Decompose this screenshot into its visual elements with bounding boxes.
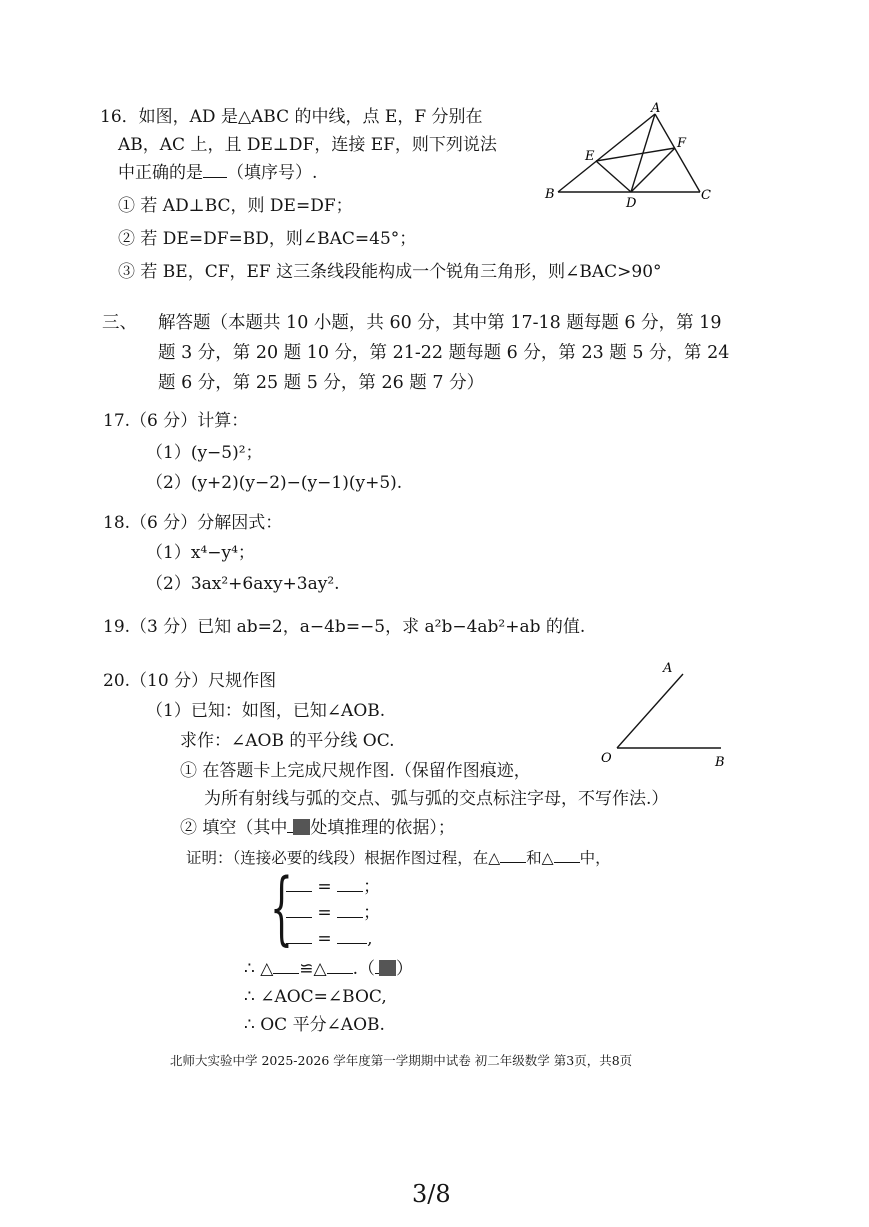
- segment-AC: [655, 114, 700, 192]
- q18-title: 18.（6 分）分解因式：: [103, 513, 283, 533]
- q18-part1: （1）x⁴−y⁴；: [146, 543, 255, 563]
- congruent-sign: ≌△: [299, 959, 327, 979]
- label-D: D: [626, 196, 637, 211]
- reason-close: ）: [396, 959, 414, 979]
- label-O: O: [601, 751, 612, 766]
- condition-blank: [337, 877, 363, 892]
- q16-line3-end: （填序号）.: [227, 163, 318, 183]
- condition-row-1: [286, 876, 380, 898]
- proof-intro-text: 证明：（连接必要的线段）根据作图过程，在△: [186, 849, 501, 867]
- congruent-blank-1: [273, 959, 299, 974]
- q16-line3: [118, 162, 317, 184]
- q20-known: （1）已知：如图，已知∠AOB.: [146, 701, 386, 721]
- semicolon: ；: [363, 903, 381, 923]
- label-A: A: [651, 101, 661, 116]
- comma: ,: [367, 929, 373, 949]
- q16-line3-text: 中正确的是: [118, 163, 203, 183]
- q20-proof-intro: [186, 847, 611, 869]
- therefore-angles-equal: ∴ ∠AOC=∠BOC,: [244, 987, 387, 1007]
- label-B: B: [545, 187, 555, 202]
- q20-step2: [180, 817, 455, 839]
- triangle-blank-2: [554, 848, 580, 863]
- q17-part1: （1）(y−5)²；: [146, 443, 263, 463]
- left-brace: {: [270, 861, 293, 954]
- equals-sign: =: [317, 929, 332, 949]
- section-number: 三、: [102, 313, 137, 333]
- q20-step2-text: ② 填空（其中: [180, 818, 288, 838]
- q20-step2-end: 处填推理的依据）；: [310, 818, 455, 838]
- proof-and: 和△: [526, 849, 554, 867]
- equals-sign: =: [317, 903, 332, 923]
- page-footer: 北师大实验中学 2025-2026 学年度第一学期期中试卷 初二年级数学 第3页，共8页: [170, 1053, 633, 1068]
- condition-blank: [286, 929, 312, 944]
- q16-triangle-figure: [540, 100, 720, 212]
- q18-part2: （2）3ax²+6axy+3ay².: [146, 574, 340, 594]
- answer-blank: [203, 163, 227, 178]
- therefore-bisector: ∴ OC 平分∠AOB.: [244, 1015, 385, 1035]
- section-heading-line3: 题 6 分，第 25 题 5 分，第 26 题 7 分）: [158, 373, 485, 393]
- condition-row-3: [286, 928, 372, 950]
- q20-angle-figure: [595, 656, 735, 768]
- filled-reason-box: [293, 819, 310, 835]
- label-C: C: [701, 188, 711, 203]
- q20-step1-line1: ① 在答题卡上完成尺规作图.（保留作图痕迹，: [180, 761, 531, 781]
- label-F: F: [677, 136, 687, 151]
- label-A: A: [663, 661, 673, 676]
- ray-OA: [617, 674, 683, 748]
- equals-sign: =: [317, 877, 332, 897]
- q16-line1: 16．如图，AD 是△ABC 的中线，点 E，F 分别在: [100, 107, 483, 127]
- triangle-blank-1: [500, 848, 526, 863]
- q16-option-3: ③ 若 BE，CF，EF 这三条线段能构成一个锐角三角形，则∠BAC>90°: [118, 262, 662, 282]
- segment-DE: [596, 161, 631, 192]
- label-E: E: [585, 149, 595, 164]
- condition-blank: [337, 929, 367, 944]
- proof-in: 中，: [579, 849, 611, 867]
- q20-step1-line2: 为所有射线与弧的交点、弧与弧的交点标注字母，不写作法.）: [204, 789, 669, 809]
- q20-task: 求作：∠AOB 的平分线 OC.: [180, 731, 395, 751]
- condition-blank: [337, 903, 363, 918]
- therefore-triangle: ∴ △: [244, 959, 274, 979]
- condition-row-2: [286, 902, 380, 924]
- therefore-congruent: [244, 958, 413, 980]
- filled-reason-box: [379, 960, 396, 976]
- q17-title: 17.（6 分）计算：: [103, 411, 249, 431]
- q20-title: 20.（10 分）尺规作图: [103, 671, 277, 691]
- q17-part2: （2）(y+2)(y−2)−(y−1)(y+5).: [146, 473, 403, 493]
- section-heading-line1: 解答题（本题共 10 小题，共 60 分，其中第 17-18 题每题 6 分，第 19: [158, 313, 722, 333]
- condition-blank: [286, 903, 312, 918]
- q16-line2: AB，AC 上，且 DE⊥DF，连接 EF，则下列说法: [118, 135, 497, 155]
- congruent-blank-2: [327, 959, 353, 974]
- page-number: 3/8: [412, 1180, 451, 1208]
- reason-open: .（: [352, 959, 376, 979]
- label-B: B: [715, 755, 725, 768]
- semicolon: ；: [363, 877, 381, 897]
- section-heading-line2: 题 3 分，第 20 题 10 分，第 21-22 题每题 6 分，第 23 题 5 分，第 24: [158, 343, 730, 363]
- q16-option-2: ② 若 DE=DF=BD，则∠BAC=45°；: [118, 229, 417, 249]
- condition-blank: [286, 877, 312, 892]
- q16-option-1: ① 若 AD⊥BC，则 DE=DF；: [118, 196, 353, 216]
- q19-text: 19.（3 分）已知 ab=2，a−4b=−5，求 a²b−4ab²+ab 的值.: [103, 617, 586, 637]
